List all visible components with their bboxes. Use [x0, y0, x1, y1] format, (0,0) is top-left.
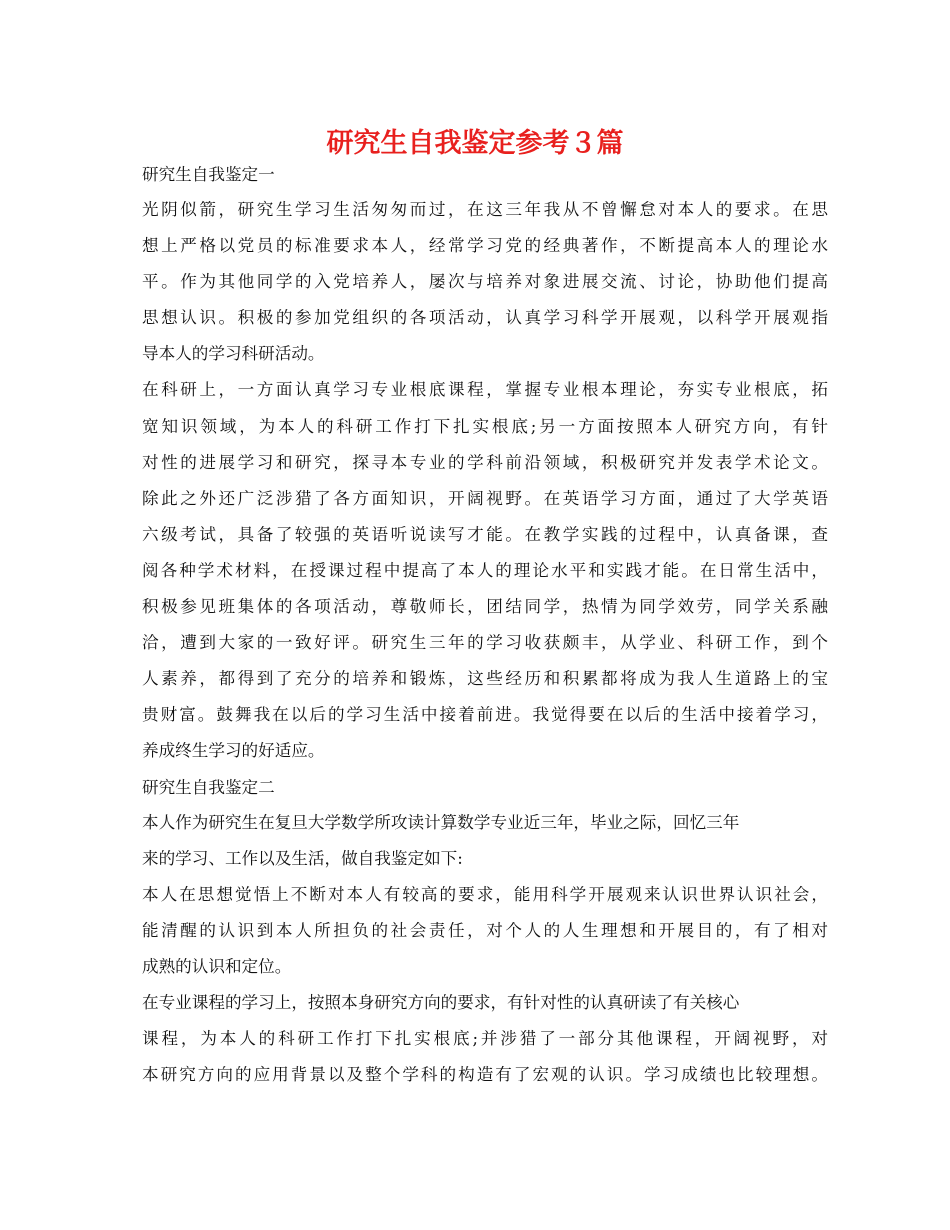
paragraph-line: 课程，为本人的科研工作打下扎实根底;并涉猎了一部分其他课程，开阔视野，对 — [142, 1029, 828, 1049]
paragraph-line: 在科研上，一方面认真学习专业根底课程，掌握专业根本理论，夯实专业根底，拓 — [142, 380, 828, 400]
paragraph-line: 阅各种学术材料，在授课过程中提高了本人的理论水平和实践才能。在日常生活中， — [142, 560, 828, 580]
paragraph-line: 对性的进展学习和研究，探寻本专业的学科前沿领域，积极研究并发表学术论文。 — [142, 452, 828, 472]
paragraph-line: 思想认识。积极的参加党组织的各项活动，认真学习科学开展观，以科学开展观指 — [142, 308, 828, 328]
document-body — [142, 157, 828, 1093]
paragraph-line: 导本人的学习科研活动。 — [142, 344, 325, 364]
paragraph-line: 成熟的认识和定位。 — [142, 956, 292, 976]
paragraph-line: 六级考试，具备了较强的英语听说读写才能。在教学实践的过程中，认真备课，查 — [142, 524, 828, 544]
paragraph-line: 洽，遭到大家的一致好评。研究生三年的学习收获颇丰，从学业、科研工作，到个 — [142, 633, 828, 653]
paragraph-line: 平。作为其他同学的入党培养人，屡次与培养对象进展交流、讨论，协助他们提高 — [142, 272, 828, 292]
paragraph-line: 来的学习、工作以及生活，做自我鉴定如下: — [142, 848, 463, 868]
paragraph-line: 除此之外还广泛涉猎了各方面知识，开阔视野。在英语学习方面，通过了大学英语 — [142, 488, 828, 508]
paragraph-line: 本研究方向的应用背景以及整个学科的构造有了宏观的认识。学习成绩也比较理想。 — [142, 1065, 828, 1085]
paragraph-line: 想上严格以党员的标准要求本人，经常学习党的经典著作，不断提高本人的理论水 — [142, 236, 828, 256]
paragraph-line: 宽知识领域，为本人的科研工作打下扎实根底;另一方面按照本人研究方向，有针 — [142, 416, 828, 436]
paragraph-line: 人素养，都得到了充分的培养和锻炼，这些经历和积累都将成为我人生道路上的宝 — [142, 669, 828, 689]
paragraph-line: 本人作为研究生在复旦大学数学所攻读计算数学专业近三年，毕业之际，回忆三年 — [142, 812, 740, 832]
paragraph-line: 光阴似箭，研究生学习生活匆匆而过，在这三年我从不曾懈怠对本人的要求。在思 — [142, 200, 828, 219]
section-heading: 研究生自我鉴定一 — [142, 165, 275, 184]
paragraph-line: 贵财富。鼓舞我在以后的学习生活中接着前进。我觉得要在以后的生活中接着学习， — [142, 705, 828, 725]
document-title: 研究生自我鉴定参考３篇 — [326, 128, 624, 159]
paragraph-line: 积极参见班集体的各项活动，尊敬师长，团结同学，热情为同学效劳，同学关系融 — [142, 597, 828, 617]
paragraph-line: 在专业课程的学习上，按照本身研究方向的要求，有针对性的认真研读了有关核心 — [142, 992, 740, 1012]
section-heading: 研究生自我鉴定二 — [142, 777, 275, 797]
paragraph-line: 能清醒的认识到本人所担负的社会责任，对个人的人生理想和开展目的，有了相对 — [142, 920, 828, 940]
paragraph-line: 养成终生学习的好适应。 — [142, 741, 325, 761]
paragraph-line: 本人在思想觉悟上不断对本人有较高的要求，能用科学开展观来认识世界认识社会， — [142, 884, 828, 904]
